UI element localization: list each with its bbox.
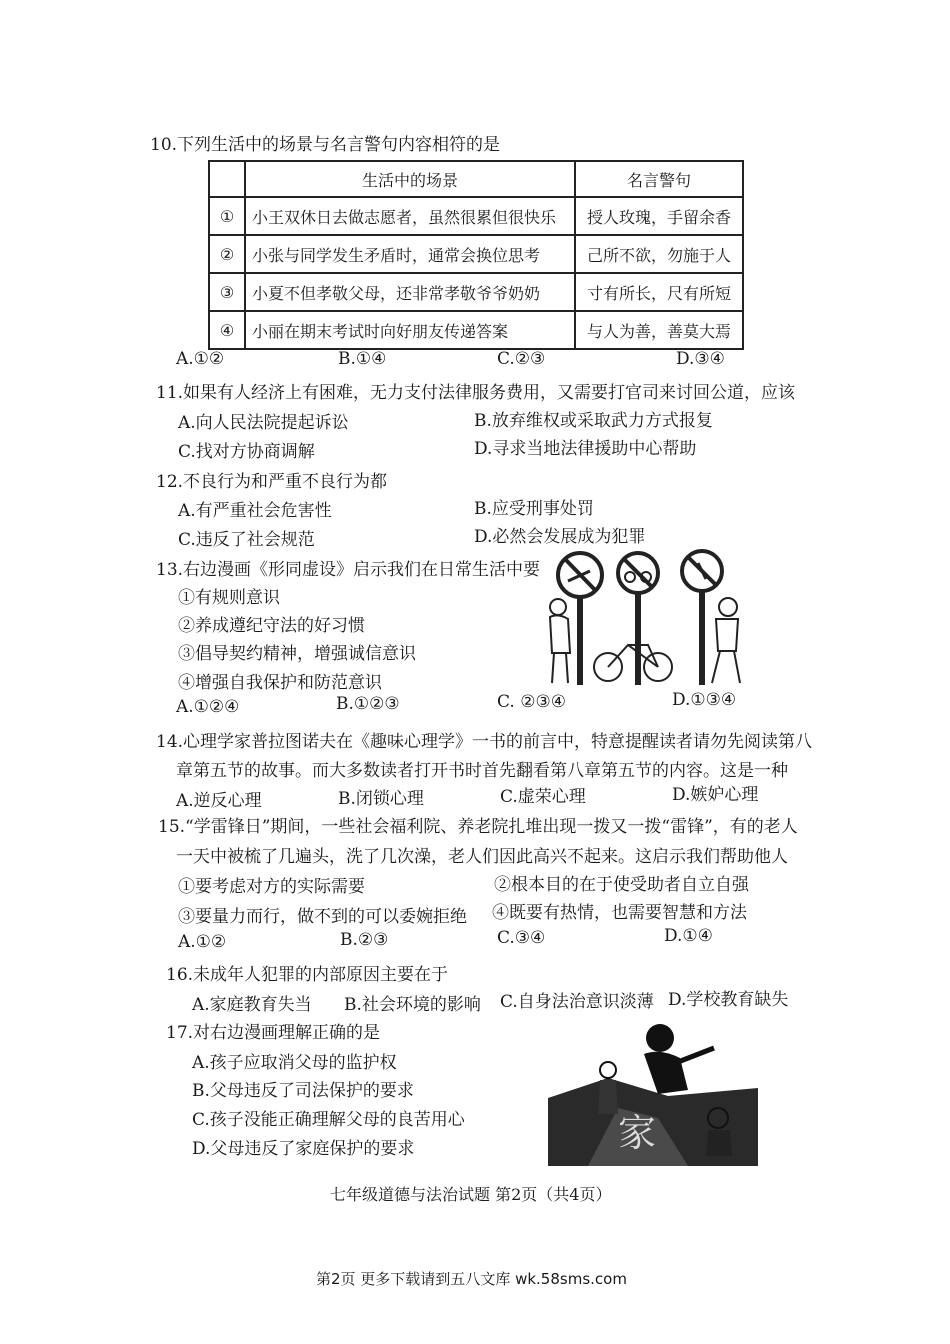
q14-stem-line-1: 14.心理学家普拉图诺夫在《趣味心理学》一书的前言中，特意提醒读者请勿先阅读第八 — [156, 732, 813, 752]
q17-option-a: A.孩子应取消父母的监护权 — [192, 1053, 397, 1073]
q14-option-d: D.嫉妒心理 — [672, 785, 759, 805]
q12-option-a: A.有严重社会危害性 — [178, 501, 332, 521]
no-signs-cartoon — [540, 545, 750, 687]
download-site-note: 第2页 更多下载请到五八文库 wk.58sms.com — [316, 1270, 627, 1288]
q15-option-b: B.②③ — [340, 930, 389, 950]
q13-item-1: ①有规则意识 — [178, 588, 280, 608]
table-row — [209, 311, 743, 349]
q10-option-c: C.②③ — [497, 349, 546, 369]
table-cell: ① — [209, 197, 245, 235]
q17-option-c: C.孩子没能正确理解父母的良苦用心 — [192, 1110, 465, 1130]
q12-option-b: B.应受刑事处罚 — [474, 499, 594, 519]
q13-option-d: D.①③④ — [672, 690, 737, 710]
q12-option-c: C.违反了社会规范 — [178, 530, 315, 550]
page-footer-label: 七年级道德与法治试题 第2页（共4页） — [330, 1185, 612, 1204]
q12-option-d: D.必然会发展成为犯罪 — [474, 527, 646, 547]
q11-stem: 11.如果有人经济上有困难，无力支付法律服务费用，又需要打官司来讨回公道，应该 — [156, 383, 796, 403]
q12-stem: 12.不良行为和严重不良行为都 — [156, 472, 388, 492]
q15-item-1: ①要考虑对方的实际需要 — [178, 877, 365, 897]
q15-item-4: ④既要有热情，也需要智慧和方法 — [492, 903, 747, 923]
q15-option-d: D.①④ — [664, 926, 713, 946]
no-bicycle-sign-icon — [618, 553, 658, 685]
table-header-cell — [209, 161, 245, 197]
q15-stem-line-2: 一天中被梳了几遍头，洗了几次澡，老人们因此高兴不起来。这启示我们帮助他人 — [176, 847, 788, 867]
q16-option-b: B.社会环境的影响 — [344, 995, 481, 1015]
bicycle-icon — [594, 645, 672, 681]
q16-option-a: A.家庭教育失当 — [192, 995, 312, 1015]
q15-option-a: A.①② — [178, 932, 227, 952]
q14-option-c: C.虚荣心理 — [500, 787, 586, 807]
q10-option-b: B.①④ — [338, 349, 387, 369]
q13-item-4: ④增强自我保护和防范意识 — [178, 673, 382, 693]
q13-stem: 13.右边漫画《形同虚设》启示我们在日常生活中要 — [156, 560, 541, 580]
q10-table — [208, 160, 744, 350]
no-smoking-sign-icon — [558, 553, 602, 685]
q10-option-d: D.③④ — [676, 349, 725, 369]
q16-option-c: C.自身法治意识淡薄 — [500, 992, 654, 1012]
q11-option-a: A.向人民法院提起诉讼 — [178, 413, 349, 433]
q13-option-b: B.①②③ — [336, 694, 400, 714]
q13-option-c: C. ②③④ — [497, 692, 566, 712]
q15-stem-line-1: 15.“学雷锋日”期间，一些社会福利院、养老院扎堆出现一拨又一拨“雷锋”，有的老人 — [158, 817, 798, 837]
table-row — [209, 273, 743, 311]
child-figure-icon — [598, 1062, 618, 1114]
table-header-row — [209, 161, 743, 197]
table-cell: 寸有所长，尺有所短 — [575, 273, 743, 311]
table-cell: 己所不欲，勿施于人 — [575, 235, 743, 273]
q13-item-3: ③倡导契约精神，增强诚信意识 — [178, 644, 416, 664]
q11-option-c: C.找对方协商调解 — [178, 442, 315, 462]
q16-stem: 16.未成年人犯罪的内部原因主要在于 — [166, 965, 449, 985]
q15-item-2: ②根本目的在于使受助者自立自强 — [494, 875, 749, 895]
q17-option-d: D.父母违反了家庭保护的要求 — [192, 1139, 415, 1159]
table-cell: ④ — [209, 311, 245, 349]
q14-stem-line-2: 章第五节的故事。而大多数读者打开书时首先翻看第八章第五节的内容。这是一种 — [176, 761, 788, 781]
q15-item-3: ③要量力而行，做不到的可以委婉拒绝 — [178, 907, 467, 927]
table-cell: 小夏不但孝敬父母，还非常孝敬爷爷奶奶 — [245, 273, 575, 311]
person-spitting-icon — [712, 598, 740, 683]
table-row — [209, 235, 743, 273]
table-cell: 小丽在期末考试时向好朋友传递答案 — [245, 311, 575, 349]
q14-option-a: A.逆反心理 — [176, 791, 262, 811]
q15-option-c: C.③④ — [497, 928, 546, 948]
table-cell: 授人玫瑰，手留余香 — [575, 197, 743, 235]
q14-option-b: B.闭锁心理 — [338, 789, 424, 809]
table-header-cell: 名言警句 — [575, 161, 743, 197]
cartoon-family-character: 家 — [618, 1111, 657, 1155]
table-cell: ③ — [209, 273, 245, 311]
table-cell: 小王双休日去做志愿者，虽然很累但很快乐 — [245, 197, 575, 235]
person-smoking-icon — [550, 599, 570, 683]
q10-option-a: A.①② — [176, 349, 225, 369]
table-cell: ② — [209, 235, 245, 273]
table-cell: 小张与同学发生矛盾时，通常会换位思考 — [245, 235, 575, 273]
q11-option-b: B.放弃维权或采取武力方式报复 — [474, 411, 713, 431]
q17-stem: 17.对右边漫画理解正确的是 — [166, 1023, 381, 1043]
q11-option-d: D.寻求当地法律援助中心帮助 — [474, 439, 697, 459]
family-pressure-cartoon — [548, 1018, 758, 1166]
q13-item-2: ②养成遵纪守法的好习惯 — [178, 616, 365, 636]
q16-option-d: D.学校教育缺失 — [668, 990, 789, 1010]
table-cell: 与人为善，善莫大焉 — [575, 311, 743, 349]
q13-option-a: A.①②④ — [176, 697, 240, 717]
q10-stem: 10.下列生活中的场景与名言警句内容相符的是 — [150, 135, 501, 155]
table-row — [209, 197, 743, 235]
q17-option-b: B.父母违反了司法保护的要求 — [192, 1081, 414, 1101]
table-header-cell: 生活中的场景 — [245, 161, 575, 197]
parent-figure-icon — [644, 1024, 714, 1094]
